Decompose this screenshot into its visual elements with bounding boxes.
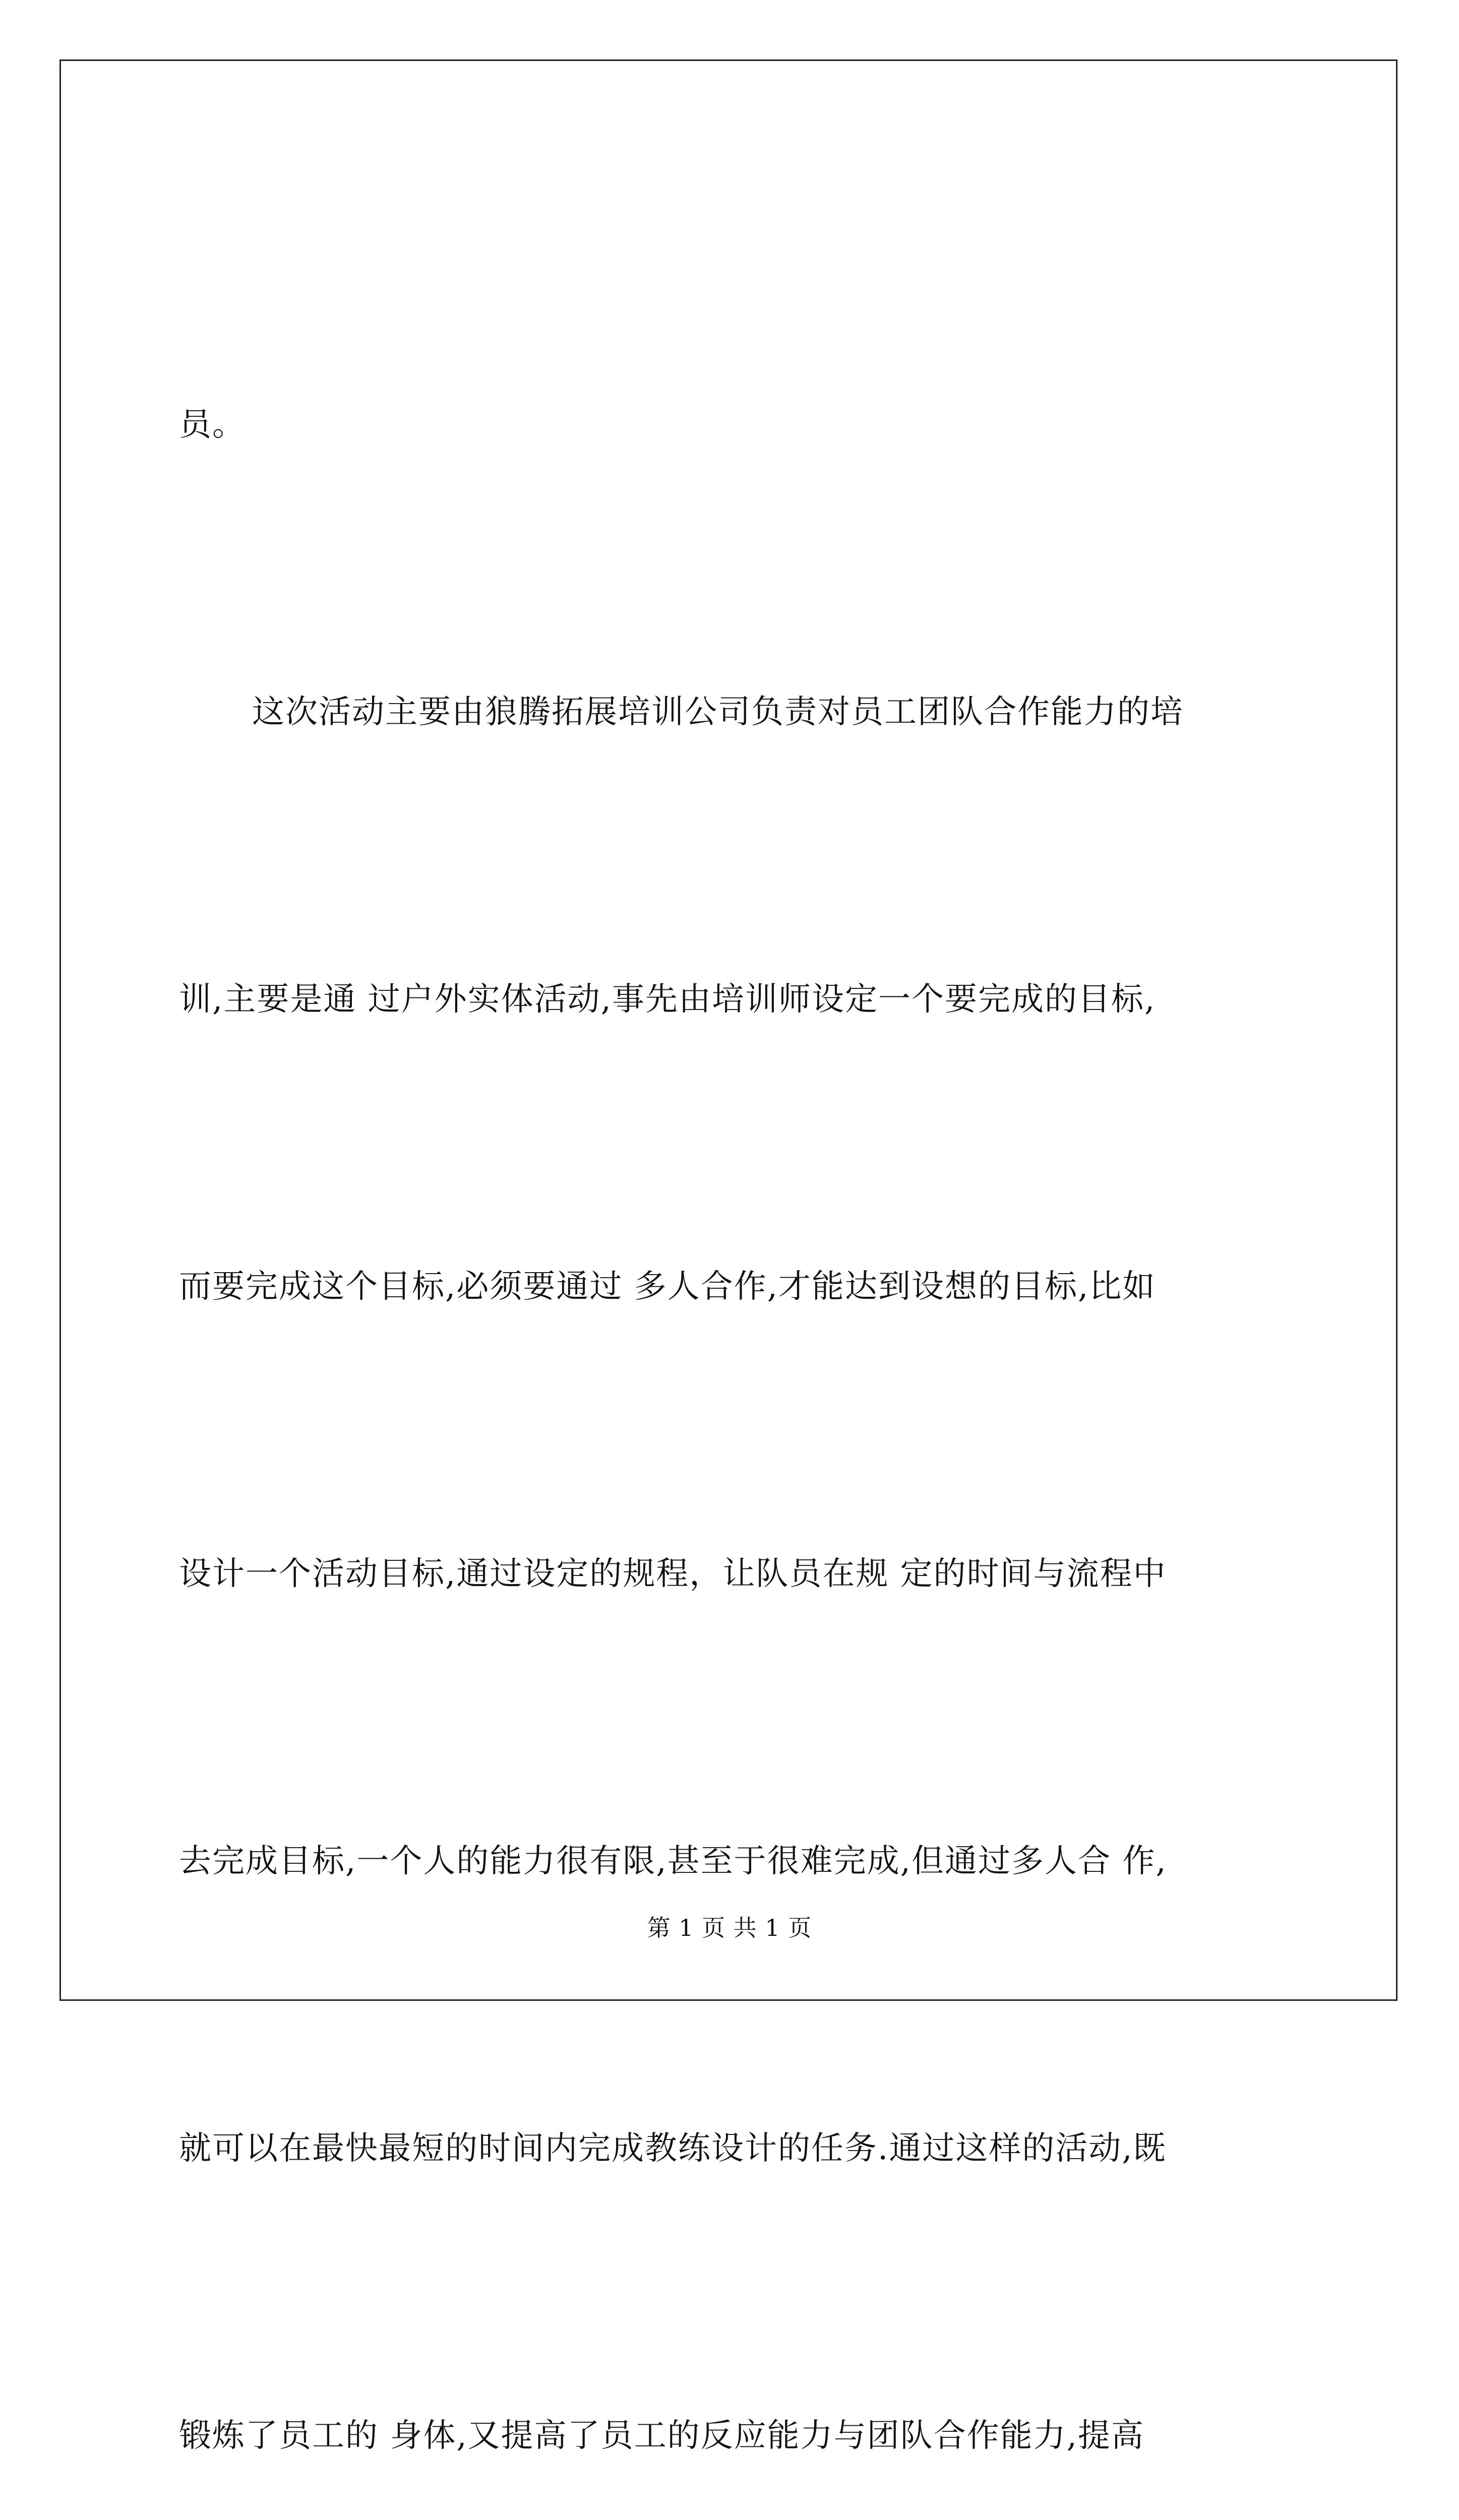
text-line-8: 锻炼了员工的 身体,又提高了员工的反应能力与团队合作能力,提高: [179, 2417, 1145, 2454]
text-line-7: 就可以在最快最短的时间内完成教练设计的任务.通过这样的活动,既: [179, 2130, 1167, 2167]
text-line-3: 训,主要是通 过户外实体活动,事先由培训师设定一个要完成的目标,: [179, 981, 1156, 1018]
text-line-6: 去完成目标,一个人的能力很有限,甚至于很难完成,但通过多人合 作,: [179, 1843, 1167, 1880]
text-line-4: 而要完成这个目标,必须要通过 多人合作,才能达到设想的目标,比如: [179, 1268, 1156, 1305]
page-number-footer: 第 1 页 共 1 页: [647, 1914, 812, 1941]
text-line-5: 设计一个活动目标,通过设定的规程，让队员在规 定的时间与流程中: [179, 1555, 1167, 1593]
text-block: [179, 185, 1283, 2520]
document-body: [179, 185, 1283, 2520]
text-line-2: 这次活动主要由狼腾拓展培训公司负责对员工团队合作能力的培: [252, 694, 1184, 731]
text-line-1: 员。: [179, 406, 246, 444]
